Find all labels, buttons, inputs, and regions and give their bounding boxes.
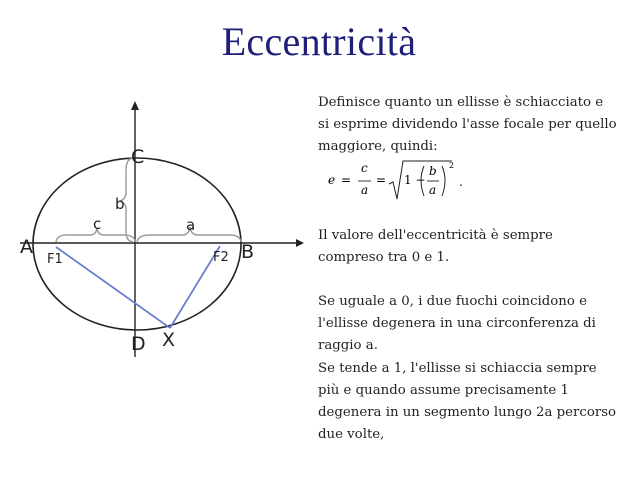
formula-b: b [429,164,437,178]
formula-eq1: = [341,173,352,187]
paragraph-zero: Se uguale a 0, i due fuochi coincidono e l'ellisse degenera in una circonferenza di raggio a. [318,294,596,354]
y-axis-arrow [131,101,139,110]
label-f2: F2 [213,250,229,265]
formula-a1: a [361,183,369,197]
label-x-point: X [162,329,176,351]
label-a: a [186,216,196,234]
slide-title: Eccentricità [221,19,417,64]
formula-e: e [328,173,336,187]
label-a-point: A [20,236,33,258]
segment-f1-x [56,247,170,328]
formula-a2: a [429,183,437,197]
label-b: b [115,195,125,213]
explanation-text [318,92,618,446]
label-f1: F1 [47,252,63,267]
eccentricity-formula [320,158,470,204]
x-axis-arrow [296,239,304,247]
formula-one-minus: 1 − [404,173,426,187]
formula-c: c [361,161,368,175]
label-c-point: C [131,146,145,168]
label-c: c [93,215,102,233]
label-b-point: B [241,241,255,263]
paragraph-definition: Definisce quanto un ellisse è schiacciato e si esprime dividendo l'asse focale per quello maggiore, quindi: [318,95,617,155]
formula-exponent: 2 [449,161,455,170]
formula-period: . [459,175,463,189]
paragraph-range: Il valore dell'eccentricità è sempre compreso tra 0 e 1. [318,227,553,265]
formula-eq2: = [376,173,387,187]
paren-right [442,166,445,196]
label-d-point: D [131,333,146,355]
paragraph-one: Se tende a 1, l'ellisse si schiaccia sempre più e quando assume precisamente 1 degenera in un segmento lungo 2a percorso due volte, [318,360,617,443]
